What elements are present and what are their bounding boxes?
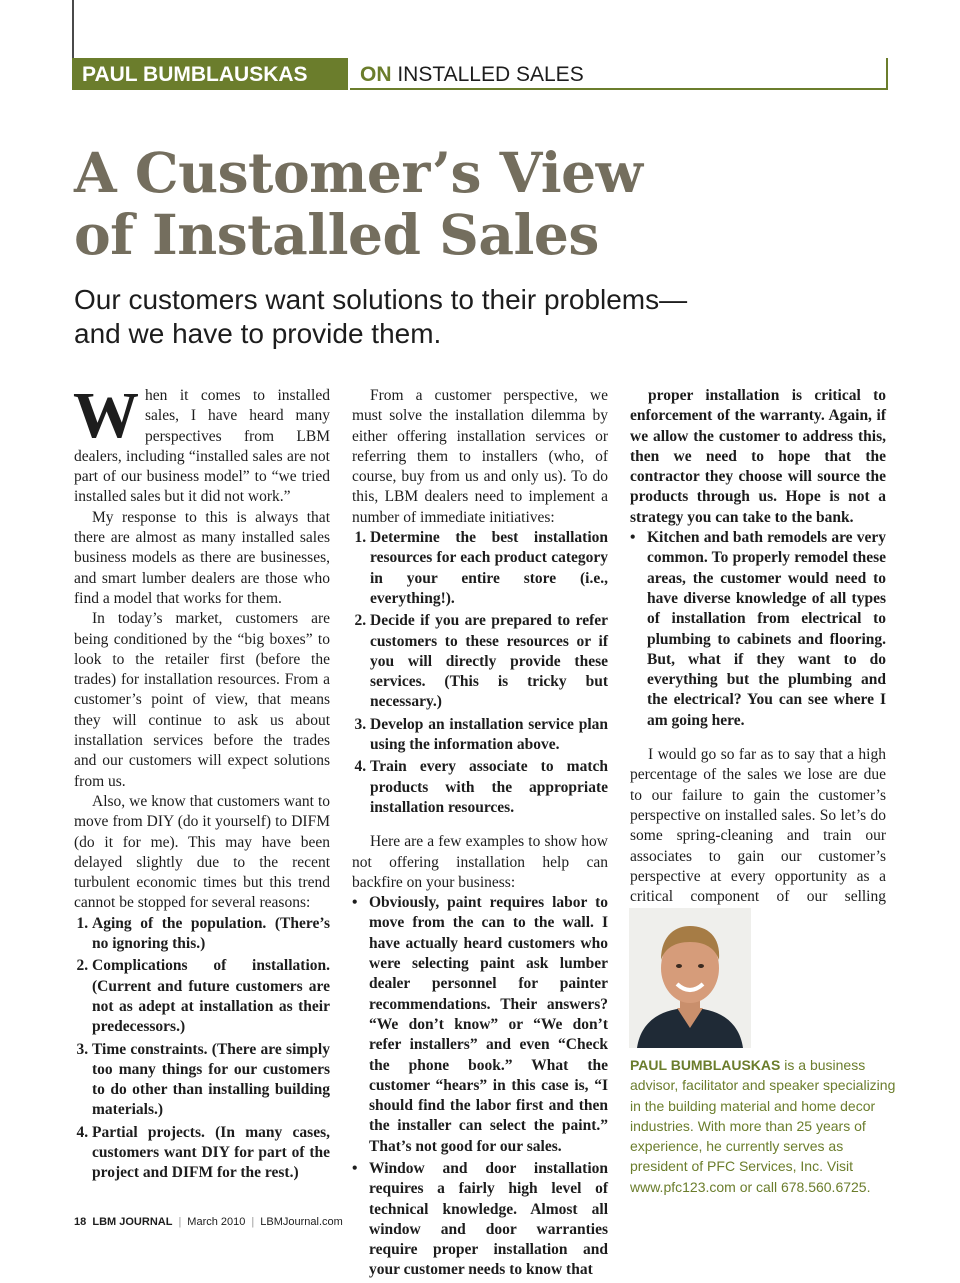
paragraph: Here are a few examples to show how not offering installation help can backfire on your business: bbox=[352, 833, 608, 891]
list-item: 2. Complications of installation. (Current and future customers are not as adept at installation as their predecessors.) bbox=[92, 956, 330, 1037]
article-title bbox=[74, 142, 643, 266]
list-item: 3. Time constraints. (There are simply too many things for our customers to do other than installing building materials.) bbox=[92, 1040, 330, 1121]
intro-text: hen it comes to installed sales, I have heard many perspectives from LBM dealers, including “installed sales are not part of our business model” to “we tried installed sales but it did not work.” bbox=[74, 387, 330, 506]
subtitle-line-1: Our customers want solutions to their problems— bbox=[74, 284, 688, 315]
author-bio bbox=[630, 1055, 898, 1197]
list-item: • Obviously, paint requires labor to move from the can to the wall. I have actually heard customers who were selecting paint ask lumber dealer personnel for painter recommendations. Their answers? “We don’t know” or “We don’t refer installers” and even “Check the phone book.” What the customer “hears” in this case is, “I should find the labor first and then the installer can select the paint.” That’s not good for our sales. bbox=[369, 893, 608, 1157]
paragraph: From a customer perspective, we must solve the installation dilemma by either offering installation services or referring them to installers (who, of course, buy from us and only us). To do this, LBM dealers need to implement a number of immediate initiatives: bbox=[352, 387, 608, 526]
topic-label bbox=[350, 58, 888, 90]
list-item: • Kitchen and bath remodels are very common. To properly remodel these areas, the customer would need to have diverse knowledge of all types of installation from electrical to plumbing to cabinets and flooring. But, what if they want to do everything but the plumbing and the electrical? You can see where I am going here. bbox=[647, 528, 886, 731]
website: LBMJournal.com bbox=[260, 1216, 343, 1228]
list-item: 4. Partial projects. (In many cases, customers want DIY for part of the project and DIFM for the rest.) bbox=[92, 1123, 330, 1184]
column-3 bbox=[630, 386, 886, 928]
reasons-list bbox=[74, 914, 330, 1184]
bio-name: PAUL BUMBLAUSKAS bbox=[630, 1057, 781, 1073]
article-subtitle bbox=[74, 283, 687, 351]
paragraph: Also, we know that customers want to move from DIY (do it yourself) to DIFM (do it for me). This may have been delayed slightly due to the recent turbulent economic times but this trend cannot be stopped for several reasons: bbox=[74, 792, 330, 912]
issue-date: March 2010 bbox=[187, 1216, 246, 1228]
topic-text: INSTALLED SALES bbox=[397, 63, 584, 86]
column-1 bbox=[73, 379, 330, 1186]
paragraph: My response to this is always that there are almost as many installed sales business models as there are businesses, and smart lumber dealers are those who find a model that works for them. bbox=[74, 508, 330, 607]
list-item: 4. Train every associate to match products with the appropriate installation resources. bbox=[370, 757, 608, 818]
closing-text: I would go so far as to say that a high percentage of the sales we lose are due to our failure to gain the customer’s perspective on installed sales. So let’s do some spring-cleaning and train our associates to gain our customer’s perspective at every opportunity as a critical component of our selling bbox=[630, 746, 886, 906]
topic-on: ON bbox=[360, 63, 392, 86]
list-item: 1. Aging of the population. (There’s no ignoring this.) bbox=[92, 914, 330, 955]
list-item: 1. Determine the best installation resources for each product category in your entire store (i.e., everything!). bbox=[370, 528, 608, 609]
intro-paragraph bbox=[73, 379, 330, 508]
examples-list-continued bbox=[630, 528, 886, 731]
drop-cap: W bbox=[73, 379, 139, 452]
author-portrait-icon bbox=[629, 908, 751, 1048]
initiatives-list bbox=[352, 528, 608, 818]
page-number: 18 bbox=[74, 1216, 87, 1228]
title-line-2: of Installed Sales bbox=[74, 202, 599, 267]
author-photo bbox=[629, 908, 751, 1048]
continued-bullet: proper installation is critical to enforcement of the warranty. Again, if we allow the customer to address this, then we need to hope that the contractor they choose will source the products through us. Hope is not a strategy you can take to the bank. bbox=[630, 387, 886, 526]
bio-text: is a business advisor, facilitator and speaker specializing in the building material and home decor industries. With more than 25 years of experience, he currently serves as president of PFC Services, Inc. Visit www.pfc123.com or call 678.560.6725. bbox=[630, 1057, 896, 1195]
list-item: 3. Develop an installation service plan using the information above. bbox=[370, 715, 608, 756]
column-header bbox=[72, 58, 888, 90]
paragraph: In today’s market, customers are being conditioned by the “big boxes” to look to the retailer first (before the trades) for installation resources. From a customer’s point of view, that means they will continue to ask us about installation services before the trades and our customers will expect solutions from us. bbox=[74, 610, 330, 790]
title-line-1: A Customer’s View bbox=[74, 140, 643, 205]
examples-list bbox=[352, 893, 608, 1281]
publication-name: LBM JOURNAL bbox=[92, 1216, 173, 1228]
page-footer: 18 LBM JOURNAL | March 2010 | LBMJournal.com bbox=[74, 1216, 343, 1228]
subtitle-line-2: and we have to provide them. bbox=[74, 318, 442, 349]
column-2 bbox=[352, 386, 608, 1283]
top-rule bbox=[72, 0, 74, 60]
author-tab: PAUL BUMBLAUSKAS bbox=[72, 58, 348, 90]
list-item: • Window and door installation requires a fairly high level of technical knowledge. Almost all window and door warranties require proper installation and your customer needs to know that bbox=[369, 1159, 608, 1281]
closing-paragraph bbox=[630, 745, 886, 928]
list-item: 2. Decide if you are prepared to refer customers to these resources or if you will directly provide these services. (This is tricky but necessary.) bbox=[370, 611, 608, 712]
